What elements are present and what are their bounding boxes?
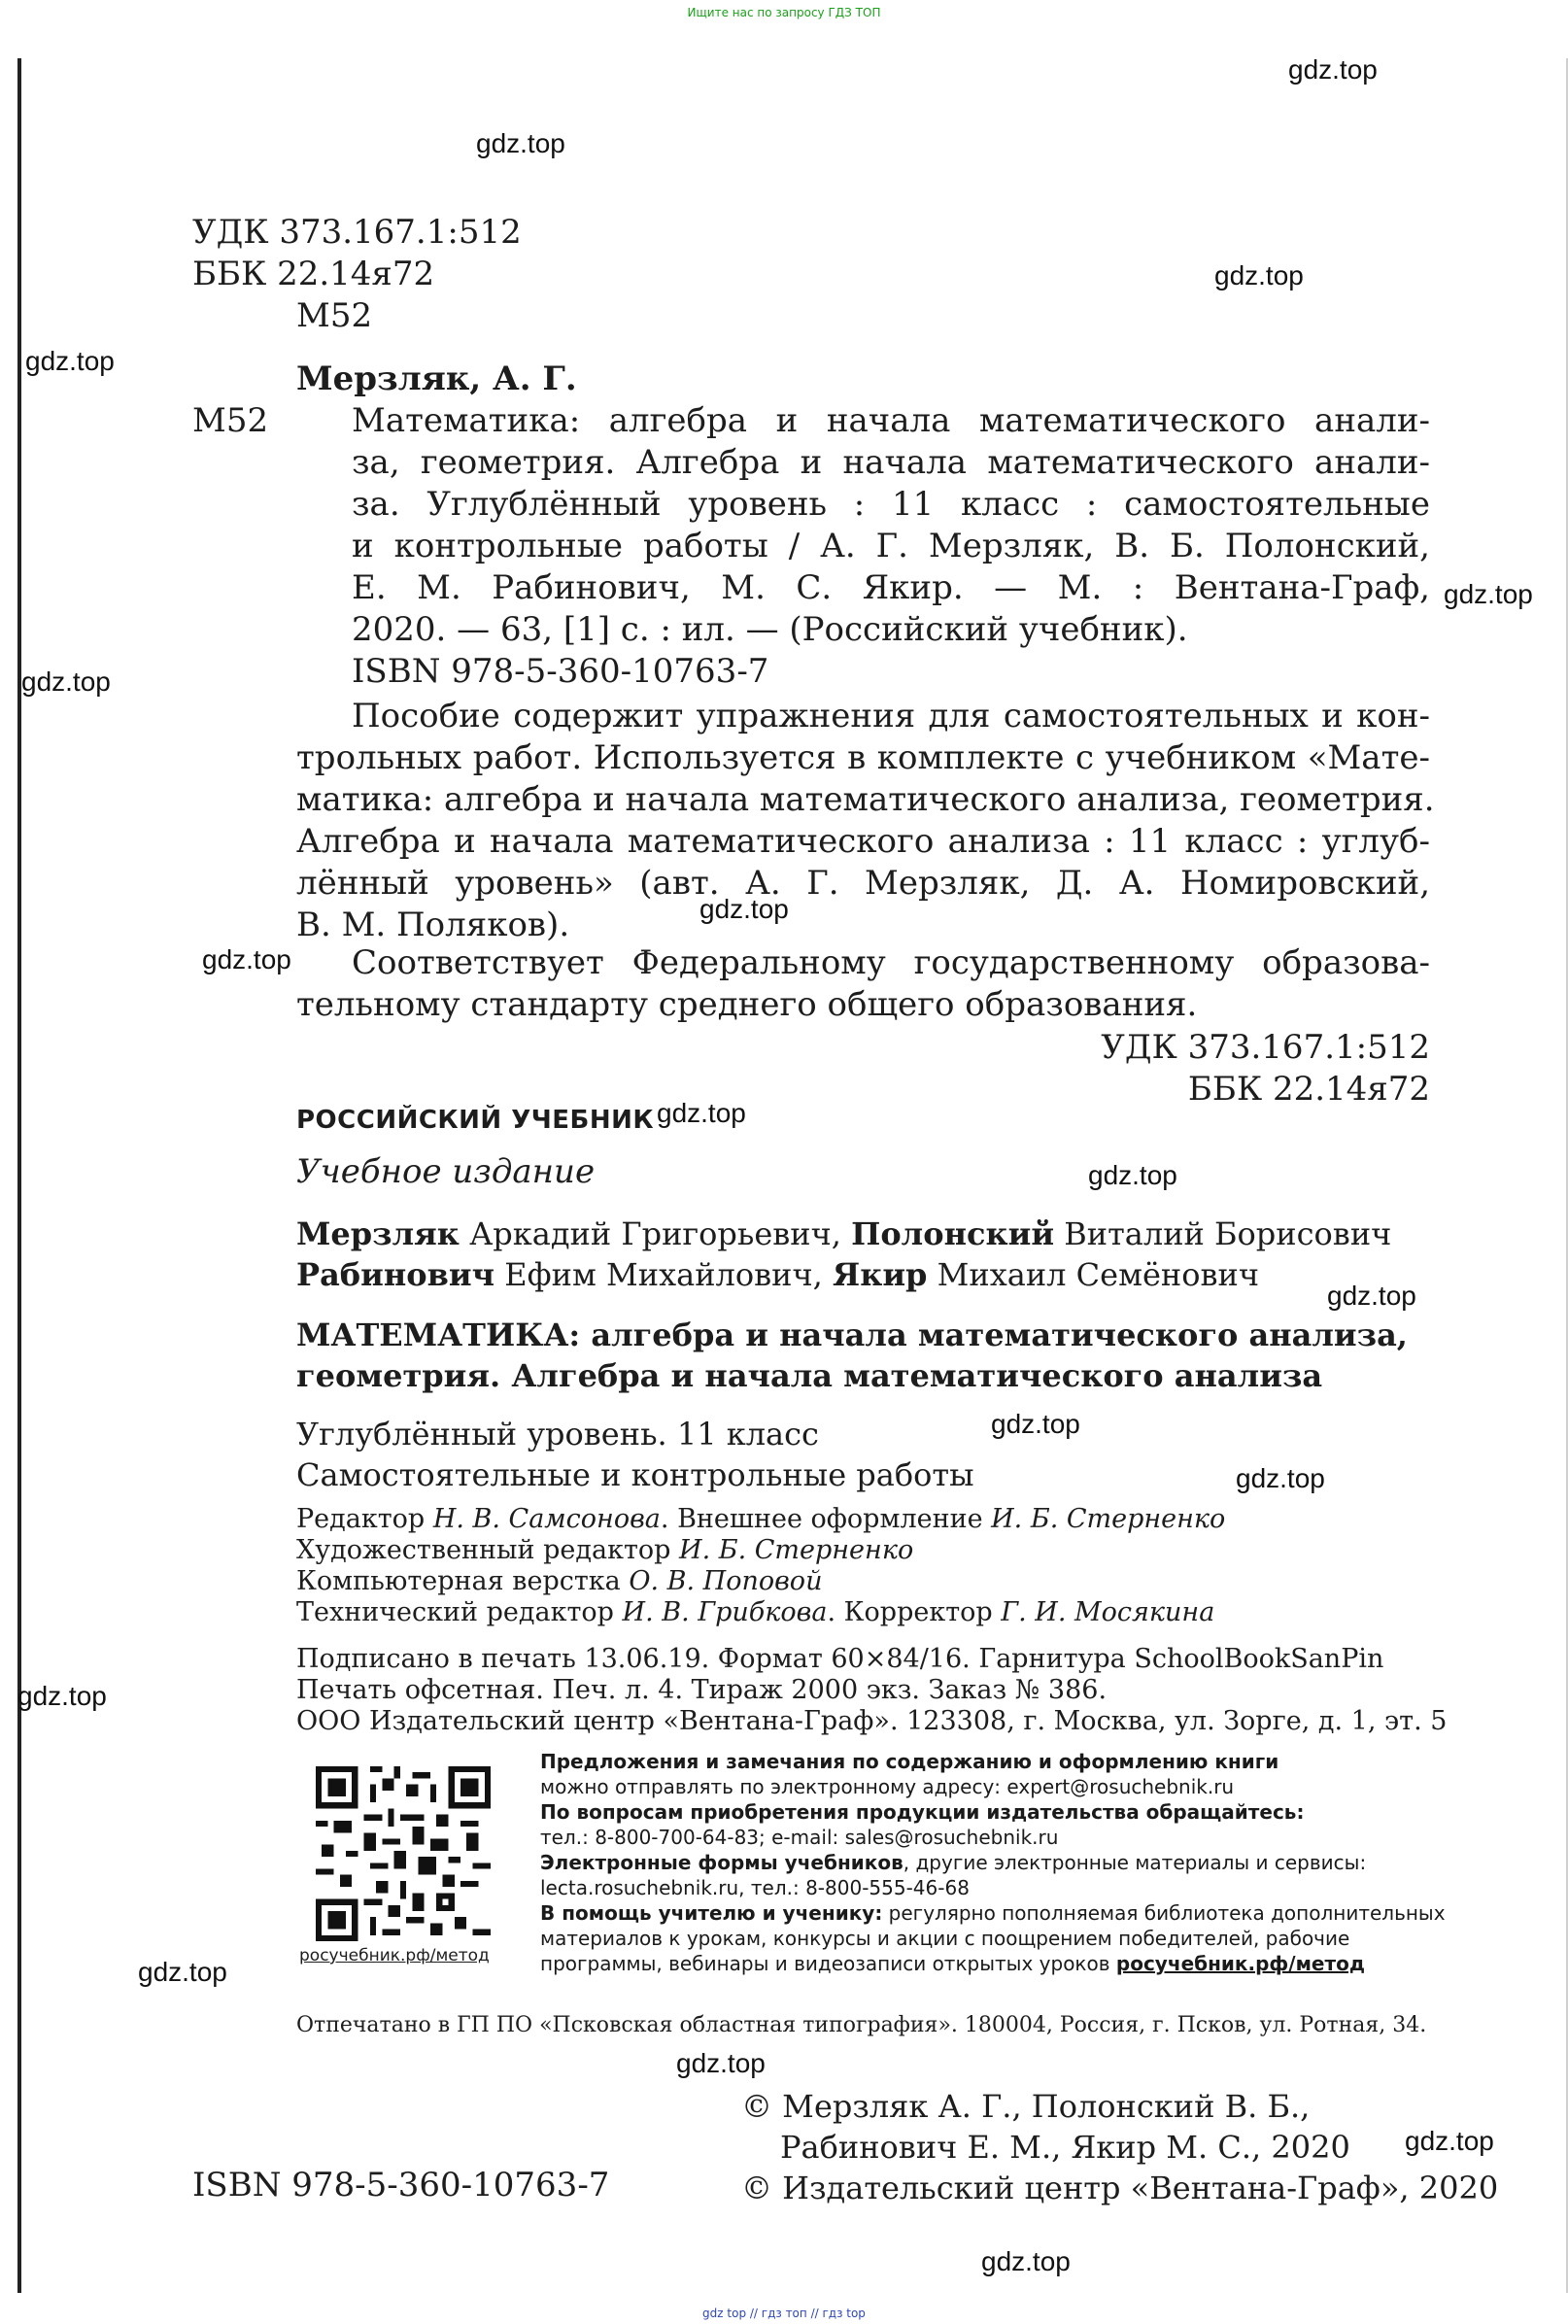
- credit-name: Н. В. Самсонова: [432, 1504, 661, 1534]
- credit-name: О. В. Поповой: [629, 1566, 823, 1596]
- standard-line: Соответствует Федеральному государственному образова-: [352, 943, 1430, 982]
- watermark: gdz.top: [699, 894, 789, 924]
- watermark: gdz.top: [202, 944, 291, 974]
- author-first-names: Михаил Семёнович: [927, 1256, 1259, 1293]
- contact-text: можно отправлять по электронному адресу: expert@rosuchebnik.ru: [540, 1775, 1235, 1798]
- abstract-line: Пособие содержит упражнения для самостоятельных и кон-: [352, 697, 1430, 735]
- watermark: gdz.top: [1214, 260, 1304, 290]
- author-last-name: Мерзляк: [296, 1215, 460, 1252]
- udk-right: УДК 373.167.1:512: [1101, 1028, 1430, 1067]
- author-first-names: Ефим Михайлович,: [494, 1256, 833, 1293]
- author-first-names: Аркадий Григорьевич,: [459, 1215, 852, 1252]
- credit-name: И. В. Грибкова: [622, 1597, 828, 1627]
- qr-link-label[interactable]: росучебник.рф/метод: [299, 1946, 490, 1965]
- credit-label: Редактор: [296, 1504, 433, 1534]
- authors-line-2: [296, 1255, 1259, 1294]
- contact-line: [540, 1900, 1446, 1926]
- abstract-line: Алгебра и начала математического анализа : 11 класс : углуб-: [296, 822, 1430, 861]
- method-link[interactable]: росучебник.рф/метод: [1115, 1952, 1365, 1975]
- copyright-line: © Мерзляк А. Г., Полонский В. Б.,: [741, 2088, 1311, 2125]
- copyright-line: © Издательский центр «Вентана-Граф», 2020: [741, 2170, 1499, 2206]
- contact-text: материалов к урокам, конкурсы и акции с поощрением победителей, рабочие: [540, 1927, 1350, 1950]
- watermark: gdz.top: [1405, 2126, 1494, 2156]
- book-title-line: МАТЕМАТИКА: алгебра и начала математического анализа,: [296, 1316, 1408, 1353]
- credits-line: [296, 1504, 1225, 1535]
- isbn-bottom: ISBN 978-5-360-10763-7: [192, 2166, 610, 2204]
- watermark: gdz.top: [657, 1098, 746, 1128]
- desc-line: за. Углублённый уровень : 11 класс : самостоятельные: [352, 485, 1430, 524]
- contact-text: lecta.rosuchebnik.ru, тел.: 8-800-555-46-68: [540, 1876, 970, 1899]
- credit-label: Художественный редактор: [296, 1535, 680, 1565]
- watermark: gdz.top: [981, 2246, 1071, 2276]
- desc-line: Е. М. Рабинович, М. С. Якир. — М. : Вентана-Граф,: [352, 568, 1430, 607]
- abstract-line: В. М. Поляков).: [296, 906, 570, 944]
- contact-text: регулярно пополняемая библиотека дополнительных: [882, 1901, 1446, 1925]
- abstract-line: трольных работ. Используется в комплекте с учебником «Мате-: [296, 738, 1430, 777]
- book-title-line: геометрия. Алгебра и начала математического анализа: [296, 1357, 1323, 1394]
- watermark: gdz.top: [21, 666, 111, 697]
- desc-line: за, геометрия. Алгебра и начала математического анали-: [352, 443, 1430, 482]
- edition-type: Учебное издание: [296, 1152, 596, 1191]
- contact-heading: Предложения и замечания по содержанию и оформлению книги: [540, 1750, 1279, 1773]
- isbn-top: ISBN 978-5-360-10763-7: [352, 652, 769, 691]
- credit-label: . Корректор: [827, 1597, 1002, 1627]
- abstract-line: матика: алгебра и начала математического анализа, геометрия.: [296, 780, 1435, 819]
- watermark: gdz.top: [991, 1409, 1080, 1439]
- publisher-address: ООО Издательский центр «Вентана-Граф». 123308, г. Москва, ул. Зорге, д. 1, эт. 5: [296, 1706, 1448, 1736]
- copyright-line: Рабинович Е. М., Якир М. С., 2020: [780, 2129, 1350, 2166]
- watermark: gdz.top: [476, 128, 565, 158]
- standard-line: тельному стандарту среднего общего образования.: [296, 985, 1198, 1024]
- contact-line: [540, 1850, 1446, 1875]
- author-last-name: Якир: [832, 1256, 928, 1293]
- print-info-line: Подписано в печать 13.06.19. Формат 60×84/16. Гарнитура SchoolBookSanPin: [296, 1644, 1384, 1674]
- udk-code: УДК 373.167.1:512: [192, 213, 522, 252]
- desc-line: 2020. — 63, [1] с. : ил. — (Российский учебник).: [352, 610, 1188, 649]
- watermark: gdz.top: [676, 2048, 766, 2078]
- watermark: gdz.top: [1288, 54, 1378, 85]
- credits-line: [296, 1535, 913, 1566]
- bbk-code: ББК 22.14я72: [192, 255, 435, 293]
- contact-heading: В помощь учителю и ученику:: [540, 1901, 883, 1925]
- contact-block: [540, 1749, 1446, 1976]
- printed-at: Отпечатано в ГП ПО «Псковская областная типография». 180004, Россия, г. Псков, ул. Ротная, 34.: [296, 2013, 1427, 2037]
- bbk-right: ББК 22.14я72: [1187, 1070, 1430, 1109]
- subtitle-line: Самостоятельные и контрольные работы: [296, 1456, 974, 1493]
- credits-line: [296, 1597, 1214, 1628]
- top-search-note: Ищите нас по запросу ГДЗ ТОП: [687, 6, 881, 19]
- contact-text: тел.: 8-800-700-64-83; e-mail: sales@rosuchebnik.ru: [540, 1826, 1059, 1849]
- author-last-name: Рабинович: [296, 1256, 495, 1293]
- author-heading: Мерзляк, А. Г.: [296, 359, 577, 398]
- print-info-line: Печать офсетная. Печ. л. 4. Тираж 2000 экз. Заказ № 386.: [296, 1675, 1108, 1705]
- contact-text: программы, вебинары и видеозаписи открытых уроков: [540, 1952, 1116, 1975]
- credit-name: И. Б. Стерненко: [991, 1504, 1226, 1534]
- qr-code: [316, 1766, 491, 1941]
- watermark: gdz.top: [1327, 1281, 1416, 1311]
- series-label: РОССИЙСКИЙ УЧЕБНИК: [296, 1106, 655, 1135]
- watermark: gdz.top: [1236, 1463, 1325, 1493]
- watermark: gdz.top: [17, 1681, 107, 1711]
- bottom-note: gdz top // гдз топ // гдз top: [702, 2307, 866, 2320]
- watermark: gdz.top: [25, 346, 115, 376]
- credit-label: Компьютерная верстка: [296, 1566, 630, 1596]
- credit-name: И. Б. Стерненко: [679, 1535, 914, 1565]
- author-first-names: Виталий Борисович: [1054, 1215, 1392, 1252]
- watermark: gdz.top: [138, 1957, 227, 1987]
- desc-line: и контрольные работы / А. Г. Мерзляк, В. Б. Полонский,: [352, 527, 1430, 565]
- credit-label: . Внешнее оформление: [660, 1504, 992, 1534]
- credit-label: Технический редактор: [296, 1597, 623, 1627]
- credits-line: [296, 1566, 822, 1597]
- subtitle-line: Углублённый уровень. 11 класс: [296, 1416, 819, 1452]
- watermark: gdz.top: [1088, 1160, 1177, 1190]
- author-last-name: Полонский: [851, 1215, 1055, 1252]
- contact-heading: Электронные формы учебников: [540, 1851, 903, 1874]
- desc-line: Математика: алгебра и начала математического анали-: [352, 401, 1430, 440]
- abstract-line: лённый уровень» (авт. А. Г. Мерзляк, Д. А. Номировский,: [296, 864, 1430, 903]
- contact-text: , другие электронные материалы и сервисы:: [903, 1851, 1367, 1874]
- contact-heading: По вопросам приобретения продукции издательства обращайтесь:: [540, 1800, 1305, 1824]
- credit-name: Г. И. Мосякина: [1001, 1597, 1215, 1627]
- contact-line: [540, 1951, 1446, 1976]
- watermark: gdz.top: [1444, 579, 1533, 609]
- author-sign-side: М52: [192, 401, 269, 440]
- author-sign: М52: [296, 296, 373, 335]
- authors-line-1: [296, 1214, 1391, 1253]
